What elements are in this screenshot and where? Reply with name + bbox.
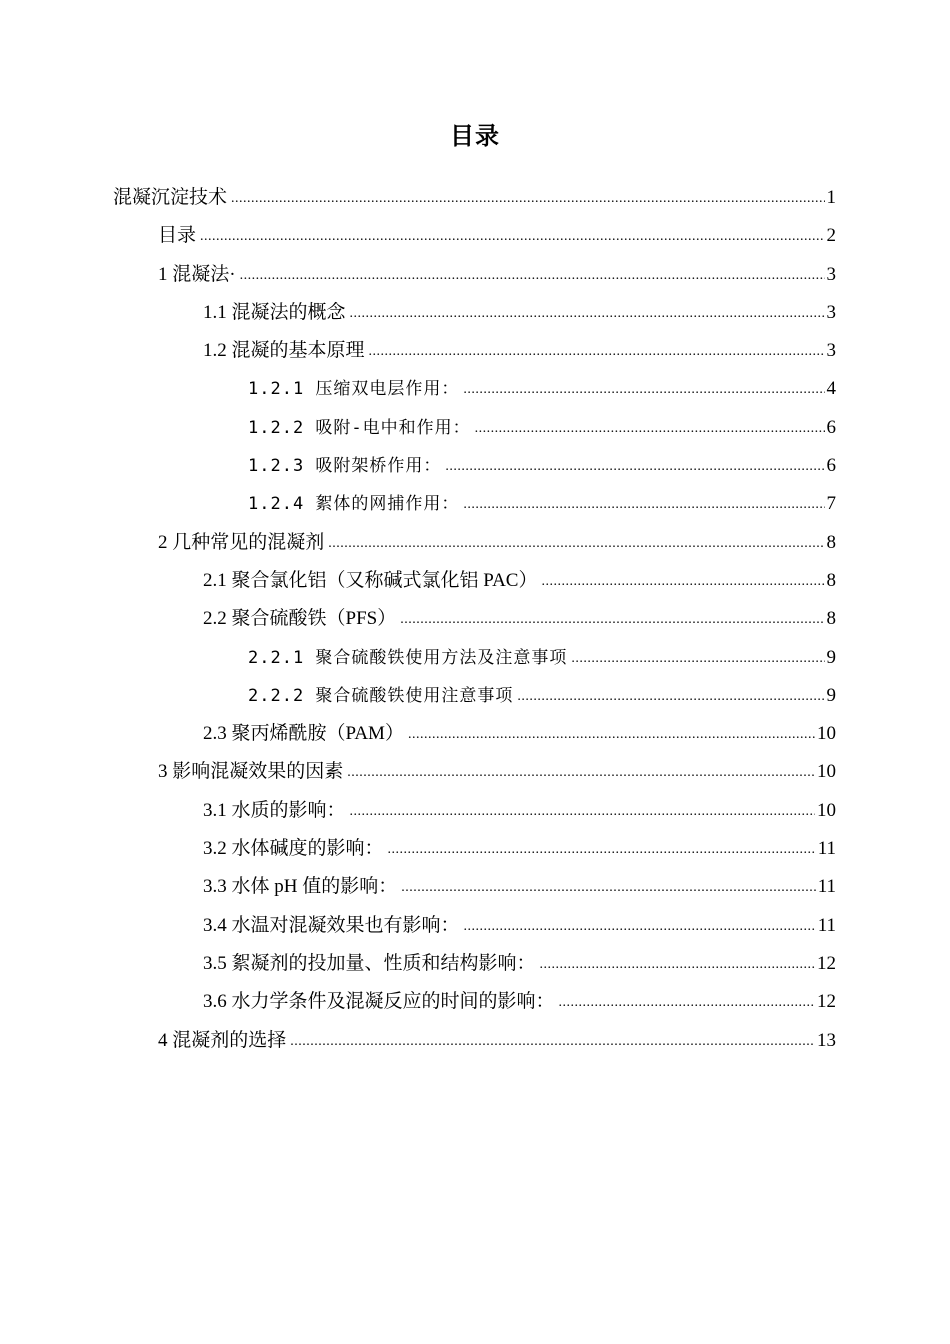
toc-entry-label: 3 影响混凝效果的因素 xyxy=(158,761,344,783)
toc-entry-page-number: 2 xyxy=(826,225,836,247)
toc-entry-page-number: 10 xyxy=(817,723,836,745)
toc-dot-leader xyxy=(200,225,824,249)
toc-entry-page-number: 1 xyxy=(826,187,836,208)
toc-entry-label: 1.1 混凝法的概念 xyxy=(203,301,346,323)
toc-entry-page-number: 6 xyxy=(826,416,836,438)
toc-dot-leader xyxy=(350,800,815,824)
toc-entry-label: 2.3 聚丙烯酰胺（PAM） xyxy=(203,723,404,745)
toc-entry-label: 1.2.2 吸附-电中和作用： xyxy=(248,417,471,438)
table-of-contents xyxy=(0,187,950,1068)
toc-entry-label: 2.2.2 聚合硫酸铁使用注意事项 xyxy=(248,685,514,706)
toc-entry-page-number: 7 xyxy=(826,493,836,515)
toc-entry-page-number: 10 xyxy=(817,761,836,783)
toc-entry[interactable] xyxy=(0,570,950,608)
toc-entry-page-number: 11 xyxy=(817,914,836,936)
toc-entry[interactable] xyxy=(0,761,950,799)
toc-entry-page-number: 12 xyxy=(817,991,836,1013)
toc-entry-label: 1.2 混凝的基本原理 xyxy=(203,340,365,362)
toc-entry-page-number: 6 xyxy=(826,455,836,477)
toc-entry-page-number: 13 xyxy=(817,1029,836,1051)
toc-entry-label: 1.2.3 吸附架桥作用： xyxy=(248,456,442,477)
toc-entry-page-number: 4 xyxy=(826,378,836,400)
toc-entry[interactable] xyxy=(0,417,950,455)
toc-entry-label: 1 混凝法· xyxy=(158,263,236,285)
toc-dot-leader xyxy=(445,455,824,479)
toc-entry-page-number: 9 xyxy=(826,684,836,706)
toc-entry-label: 3.6 水力学条件及混凝反应的时间的影响： xyxy=(203,991,555,1013)
toc-entry-label: 1.2.1 压缩双电层作用： xyxy=(248,379,460,400)
toc-entry-label: 2.2.1 聚合硫酸铁使用方法及注意事项 xyxy=(248,647,568,668)
toc-dot-leader xyxy=(408,723,815,747)
toc-entry[interactable] xyxy=(0,378,950,416)
toc-entry-label: 3.5 絮凝剂的投加量、性质和结构影响： xyxy=(203,952,536,974)
toc-dot-leader xyxy=(350,302,825,326)
toc-dot-leader xyxy=(571,647,824,671)
toc-entry-page-number: 3 xyxy=(826,340,836,362)
toc-entry[interactable] xyxy=(0,685,950,723)
toc-entry-label: 3.3 水体 pH 值的影响： xyxy=(203,876,398,898)
toc-dot-leader xyxy=(540,953,815,977)
toc-entry-page-number: 11 xyxy=(817,876,836,898)
toc-dot-leader xyxy=(400,608,824,632)
toc-dot-leader xyxy=(369,340,825,364)
toc-dot-leader xyxy=(464,915,816,939)
toc-entry[interactable] xyxy=(0,302,950,340)
toc-entry-label: 3.4 水温对混凝效果也有影响： xyxy=(203,914,460,936)
toc-entry-page-number: 11 xyxy=(817,838,836,860)
toc-entry-page-number: 8 xyxy=(826,531,836,553)
toc-dot-leader xyxy=(517,685,824,709)
toc-dot-leader xyxy=(328,532,824,556)
toc-entry[interactable] xyxy=(0,608,950,646)
toc-dot-leader xyxy=(347,761,815,785)
toc-entry[interactable] xyxy=(0,493,950,531)
toc-entry-page-number: 3 xyxy=(826,301,836,323)
toc-dot-leader xyxy=(401,876,815,900)
toc-entry-page-number: 8 xyxy=(826,569,836,591)
toc-entry[interactable] xyxy=(0,915,950,953)
toc-entry[interactable] xyxy=(0,187,950,225)
toc-entry-page-number: 10 xyxy=(817,799,836,821)
toc-entry[interactable] xyxy=(0,264,950,302)
toc-dot-leader xyxy=(240,264,825,288)
toc-entry[interactable] xyxy=(0,800,950,838)
toc-dot-leader xyxy=(231,187,824,211)
toc-dot-leader xyxy=(388,838,816,862)
toc-dot-leader xyxy=(541,570,824,594)
toc-entry-label: 3.2 水体碱度的影响： xyxy=(203,838,384,860)
toc-entry-page-number: 12 xyxy=(817,952,836,974)
toc-entry-label: 3.1 水质的影响： xyxy=(203,799,346,821)
toc-entry[interactable] xyxy=(0,532,950,570)
toc-entry-label: 2.1 聚合氯化铝（又称碱式氯化铝 PAC） xyxy=(203,569,538,591)
toc-entry-label: 2.2 聚合硫酸铁（PFS） xyxy=(203,608,397,630)
toc-entry-label: 混凝沉淀技术 xyxy=(113,187,228,208)
page-title: 目录 xyxy=(450,122,500,150)
toc-entry[interactable] xyxy=(0,953,950,991)
toc-entry[interactable] xyxy=(0,991,950,1029)
toc-entry[interactable] xyxy=(0,723,950,761)
toc-entry-page-number: 8 xyxy=(826,608,836,630)
toc-entry-page-number: 9 xyxy=(826,646,836,668)
toc-dot-leader xyxy=(463,378,824,402)
toc-entry[interactable] xyxy=(0,340,950,378)
toc-entry-label: 2 几种常见的混凝剂 xyxy=(158,531,325,553)
toc-entry-page-number: 3 xyxy=(826,263,836,285)
toc-dot-leader xyxy=(559,991,815,1015)
toc-dot-leader xyxy=(290,1030,815,1054)
toc-dot-leader xyxy=(475,417,825,441)
toc-entry-label: 目录 xyxy=(158,225,197,247)
toc-dot-leader xyxy=(463,493,824,517)
toc-entry[interactable] xyxy=(0,838,950,876)
toc-entry-label: 1.2.4 絮体的网捕作用： xyxy=(248,494,460,515)
toc-entry[interactable] xyxy=(0,1030,950,1068)
toc-entry[interactable] xyxy=(0,225,950,263)
toc-entry[interactable] xyxy=(0,455,950,493)
toc-entry[interactable] xyxy=(0,647,950,685)
toc-entry[interactable] xyxy=(0,876,950,914)
toc-entry-label: 4 混凝剂的选择 xyxy=(158,1029,287,1051)
